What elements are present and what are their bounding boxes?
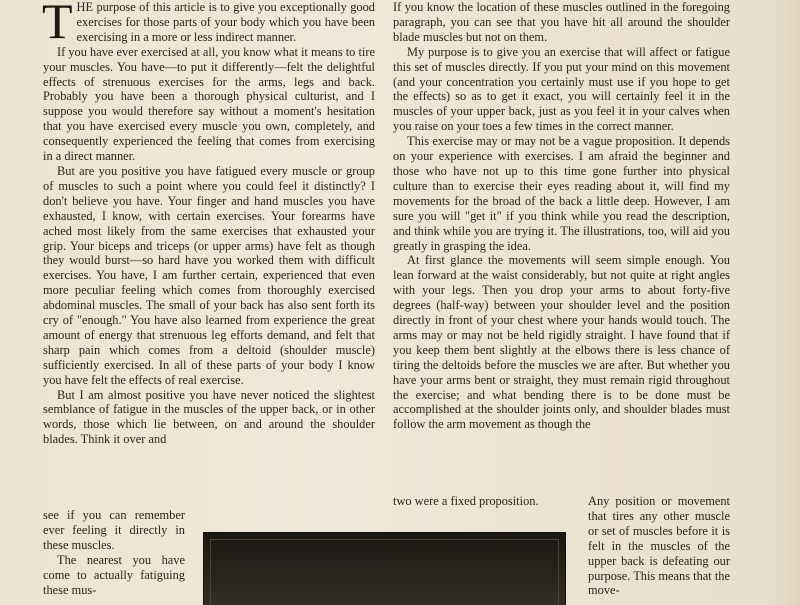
- right-column: [393, 0, 730, 432]
- exercise-photo: [203, 532, 566, 605]
- paragraph-position: Any position or movement that tires any other muscle or set of muscles before it is felt in the muscles of the upper back is defeating our purpose. This means that the move-: [588, 494, 730, 598]
- paragraph-vague-proposition: This exercise may or may not be a vague proposition. It depends on your experience with exercises. I am afraid the beginner and those who have not up to this time gone further into physical culture than to exercise their eyes reading about it, will find my movements for the broad of the back a little deep. However, I am sure you will "get it" if you think while you read the description, and think while you are trying it. The illustrations, too, will aid you greatly in grasping the idea.: [393, 134, 730, 253]
- left-column: [43, 0, 375, 447]
- paragraph-fatigued-muscles: But are you positive you have fatigued every muscle or group of muscles to such a point where you could feel it distinctly? I don't believe you have. Your finger and hand muscles you have exhausted, I know, with certain exercises. Your forearms have ached most likely from the same exercises that exhausted your grip. Your biceps and triceps (or upper arms) have felt as though they would burst—so hard have you worked them with difficult exercises. You have, I am further certain, experienced that even more peculiar feeling which comes from thoroughly exercised abdominal muscles. The small of your back has also sent forth its cry of "enough." You have also learned from experience the great amount of energy that strenuous leg efforts demand, and felt that sharp pain which comes from a deltoid (shoulder muscle) sufficiently exercised. In all of these parts of your body I know you have felt the effects of real exercise.: [43, 163, 375, 387]
- left-narrow-column: [43, 508, 185, 597]
- page-margin: [764, 0, 800, 605]
- paragraph-movements: At first glance the movements will seem simple enough. You lean forward at the waist considerably, but not quite at right angles with your legs. Then you drop your arms to about forty-five degrees (half-way) between your shoulder level and the position directly in front of your chest where your hands would touch. The arms may or may not be held rigidly straight. I have found that if you keep them bent slightly at the elbows there is less chance of tiring the deltoids before the muscles we are after. But whether you have your arms bent or straight, they must remain rigid throughout the exercise; and what bending there is to be done must be accomplished at the shoulder joints only, and shoulder blades must follow the arm movement as though the: [393, 253, 730, 432]
- paragraph-upper-back: But I am almost positive you have never noticed the slightest semblance of fatigue in the muscles of the upper back, or in other words, those which lie between, on and around the shoulder blades. Think it over and: [43, 387, 375, 447]
- drop-cap: T: [42, 0, 73, 49]
- right-narrow-column: [588, 494, 730, 598]
- paragraph-movements-end: two were a fixed proposition.: [393, 494, 539, 508]
- intro-text: HE purpose of this article is to give you exceptionally good exercises for those parts of your body which you have been exercising in a more or less indirect manner.: [76, 0, 375, 44]
- paragraph-location: If you know the location of these muscles outlined in the foregoing paragraph, you can see that you have hit all around the shoulder blade muscles but not on them.: [393, 0, 730, 44]
- paragraph-nearest: The nearest you have come to actually fatiguing these mus-: [43, 552, 185, 597]
- paragraph-tired-muscles: If you have ever exercised at all, you know what it means to tire your muscles. You have—to put it differently—felt the delightful effects of strenuous exercises for the arms, legs and back. Probably you have been a thorough physical culturist, and I suppose you would therefore say without a moment's hesitation that you have exercised every muscle you own, completely, and consequently experienced the feeling that comes from exercising in a direct manner.: [43, 44, 375, 164]
- paragraph-upper-back-continued: see if you can remember ever feeling it directly in these muscles.: [43, 508, 185, 552]
- intro-paragraph: [42, 0, 375, 49]
- right-column-tail: [393, 494, 588, 509]
- paragraph-purpose: My purpose is to give you an exercise that will affect or fatigue this set of muscles directly. If you put your mind on this movement (and your concentration you certainly must use if you hope to get the effects) so as to get it exact, you will certainly feel it in the muscles of your upper back, just as you feel it in your calves when you raise on your toes a few times in the correct manner.: [393, 44, 730, 134]
